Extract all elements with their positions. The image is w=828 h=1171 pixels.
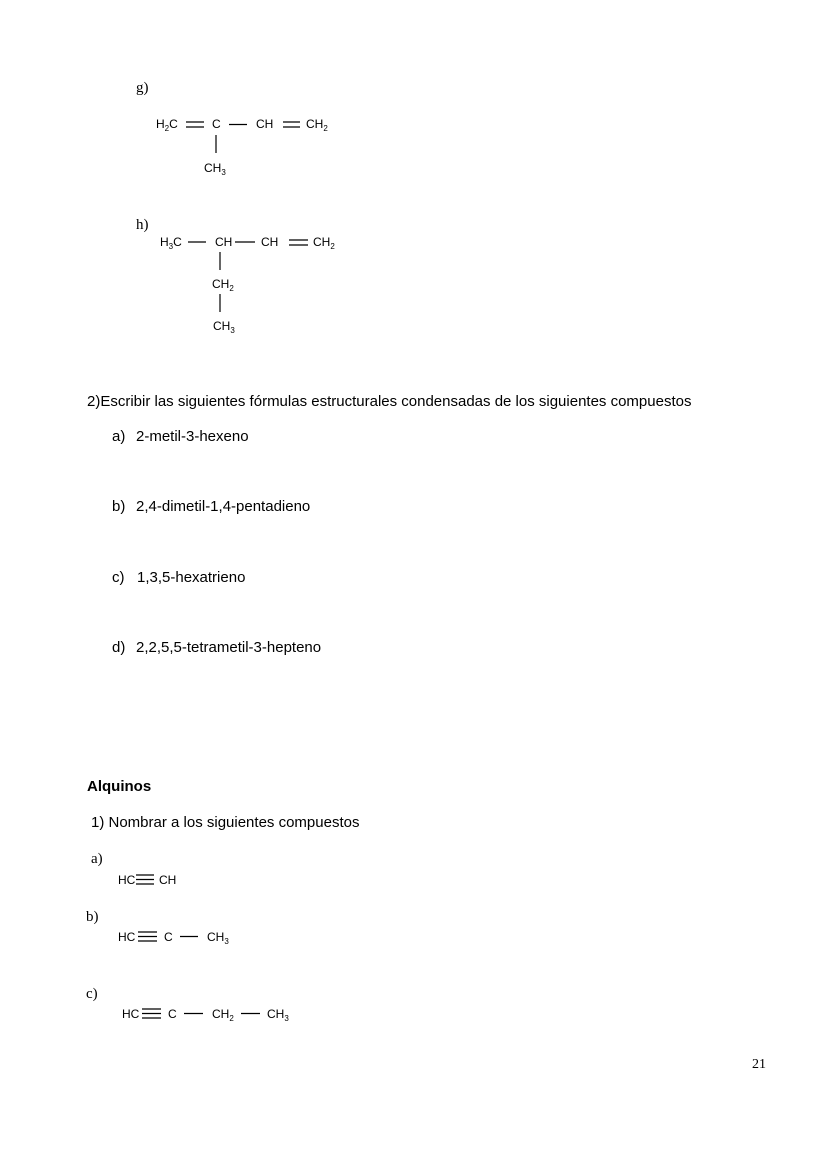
structure-h-group-ch: CH [261, 235, 279, 249]
structure-g-group-ch3: $CH_3$ [204, 161, 226, 177]
alkyne-c-group-ch3: $CH_3$ [267, 1007, 289, 1023]
structure-g-label: g) [136, 80, 149, 96]
list-marker: a) [112, 428, 126, 445]
alkyne-a-group-ch: CH [159, 873, 177, 887]
exercise-2-item-c [112, 569, 246, 586]
alkyne-c-group-hc: HC [122, 1007, 140, 1021]
structure-h-group-h3c: $H_3C$ [160, 235, 182, 251]
structure-h-bonds [188, 240, 308, 312]
compound-name: 1,3,5-hexatrieno [137, 569, 246, 586]
list-marker: d) [112, 639, 126, 656]
alkynes-instruction: 1) Nombrar a los siguientes compuestos [91, 814, 360, 831]
alkyne-a-group-hc: HC [118, 873, 136, 887]
structure-h-group-ch2-ethyl: $CH_2$ [212, 277, 234, 293]
exercise-2-item-a [112, 428, 249, 445]
structure-g-group-c: C [212, 117, 221, 131]
structure-g-group-h2c: $H_2C$ [156, 117, 178, 133]
structure-h-label: h) [136, 217, 149, 233]
alkyne-a-label: a) [91, 851, 103, 867]
alkyne-c-group-ch2: $CH_2$ [212, 1007, 234, 1023]
structure-g-group-ch2: $CH_2$ [306, 117, 328, 133]
exercise-2-title: 2)Escribir las siguientes fórmulas estructurales condensadas de los siguientes compuestos [87, 393, 692, 410]
structure-h-group-ch3-ethyl: $CH_3$ [213, 319, 235, 335]
alkyne-b-group-c: C [164, 930, 173, 944]
list-marker: c) [112, 569, 125, 586]
alkyne-c-group-c: C [168, 1007, 177, 1021]
structure-g-bonds [186, 122, 300, 153]
structure-g-group-ch: CH [256, 117, 274, 131]
section-heading-alquinos: Alquinos [87, 778, 152, 795]
alkyne-c-label: c) [86, 986, 98, 1002]
list-marker: b) [112, 498, 126, 515]
compound-name: 2-metil-3-hexeno [136, 428, 249, 445]
alkyne-b-group-ch3: $CH_3$ [207, 930, 229, 946]
page-number: 21 [752, 1057, 766, 1072]
structure-h-group-ch2-terminal: $CH_2$ [313, 235, 335, 251]
alkyne-a-bonds [136, 875, 154, 884]
alkyne-b-group-hc: HC [118, 930, 136, 944]
alkyne-b-label: b) [86, 909, 99, 925]
exercise-2-item-d [112, 639, 322, 656]
compound-name: 2,4-dimetil-1,4-pentadieno [136, 498, 311, 515]
alkyne-c-bonds [142, 1009, 260, 1018]
structure-h-group-ch-branch: CH [215, 235, 233, 249]
compound-name: 2,2,5,5-tetrametil-3-hepteno [136, 639, 322, 656]
exercise-2-item-b [112, 498, 311, 515]
